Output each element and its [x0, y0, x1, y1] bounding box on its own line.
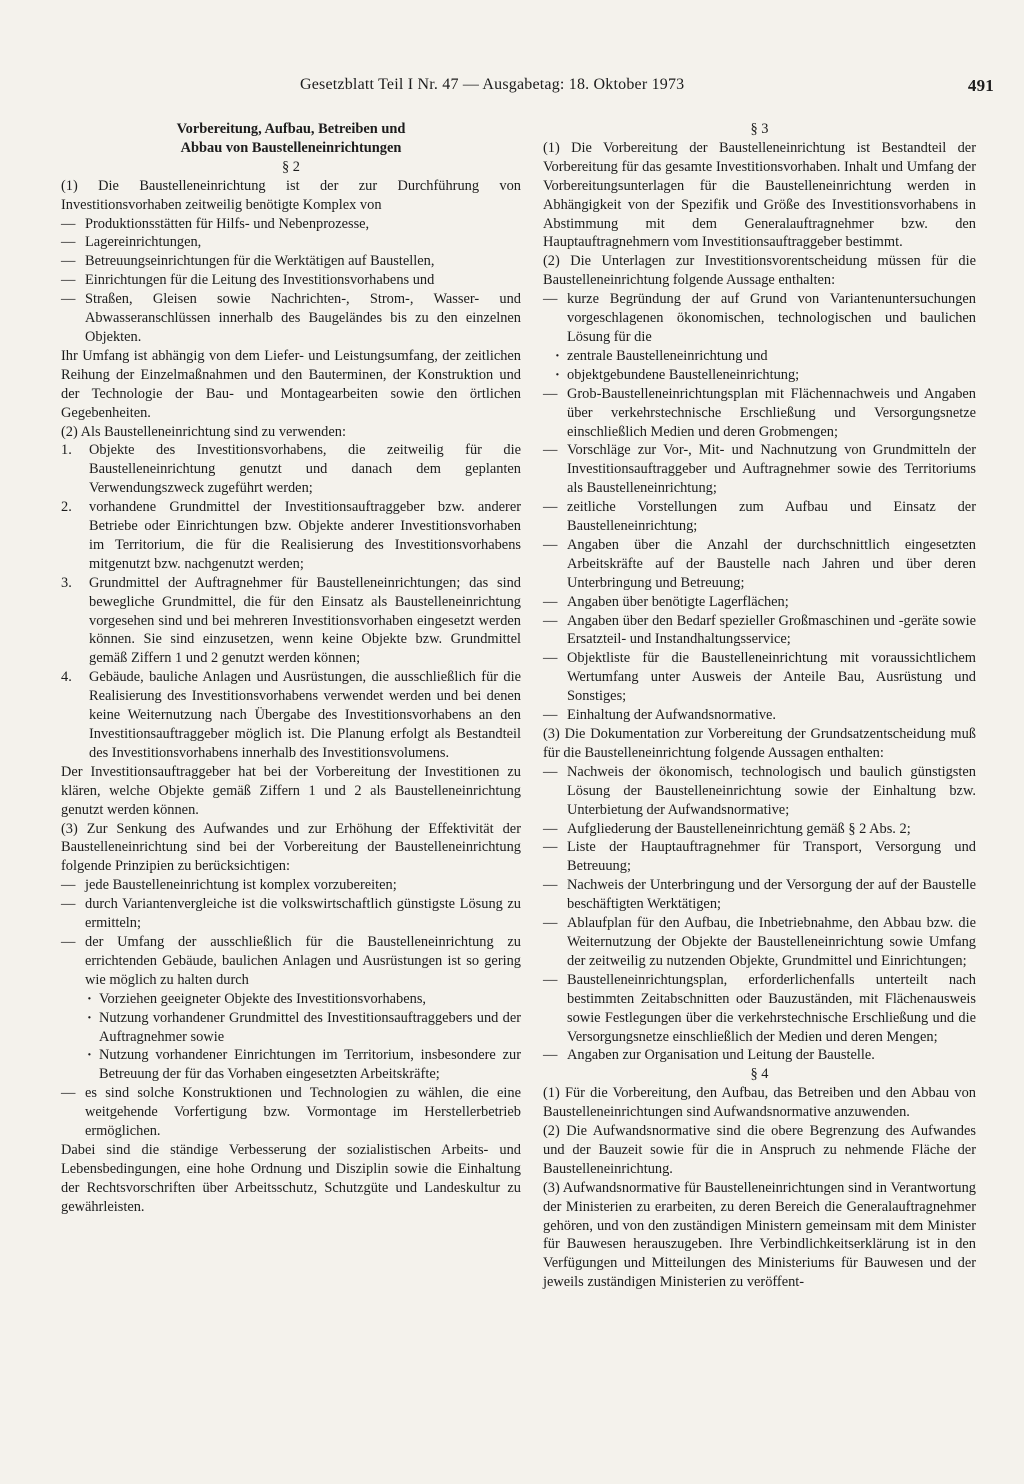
dash-item: — Einrichtungen für die Leitung des Investitionsvorhabens und: [61, 271, 521, 290]
left-column: [61, 120, 521, 1217]
item-number: 2.: [61, 499, 72, 516]
paragraph-sign-4: § 4: [750, 1066, 769, 1083]
paragraph: (3) Die Dokumentation zur Vorbereitung der Grundsatzentscheidung muß für die Baustelleneinrichtung folgende Aussagen enthalten:: [543, 726, 976, 761]
dash-item: — Nachweis der Unterbringung und der Versorgung der auf der Baustelle beschäftigten Werktätigen;: [543, 876, 976, 914]
dash-item: — Angaben zur Organisation und Leitung der Baustelle.: [543, 1046, 976, 1065]
dash-item: — zeitliche Vorstellungen zum Aufbau und Einsatz der Baustelleneinrichtung;: [543, 498, 976, 536]
paragraph: (2) Als Baustelleneinrichtung sind zu verwenden:: [61, 423, 346, 440]
dash-item: — Aufgliederung der Baustelleneinrichtung gemäß § 2 Abs. 2;: [543, 820, 976, 839]
dash-item: — Nachweis der ökonomisch, technologisch und baulich günstigsten Lösung der Baustelleneinrichtung sowie der Einhaltung bzw. Unterbietung der Aufwandsnormative;: [543, 763, 976, 820]
dash-item: — Objektliste für die Baustelleneinrichtung mit voraussichtlichem Wertumfang unter Ausweis der Anteile Bau, Ausrüstung und Sonstiges;: [543, 649, 976, 706]
dash-item: — Betreuungseinrichtungen für die Werktätigen auf Baustellen,: [61, 252, 521, 271]
paragraph: Der Investitionsauftraggeber hat bei der Vorbereitung der Investitionen zu klären, welche Objekte gemäß Ziffern 1 und 2 als Baustelleneinrichtung genutzt werden können.: [61, 763, 521, 818]
item-text: Objekte des Investitionsvorhabens, die zeitweilig für die Baustelleneinrichtung genutzt und danach dem geplanten Verwendungszweck zugeführt werden;: [89, 442, 521, 497]
paragraph: (2) Die Aufwandsnormative sind die obere Begrenzung des Aufwandes und der Bauzeit sowie für die in Anspruch zu nehmende Fläche der Baustelleneinrichtung.: [543, 1123, 976, 1177]
paragraph: (1) Die Baustelleneinrichtung ist der zur Durchführung von Investitionsvorhaben zeitweilig benötigte Komplex von: [61, 177, 521, 213]
paragraph: (1) Die Vorbereitung der Baustelleneinrichtung ist Bestandteil der Vorbereitung für das gesamte Investitionsvorhaben. Inhalt und Umfang der Vorbereitungsunterlagen für die Baustelleneinrichtung werden in Abhängigkeit von der Spezifik und Größe des Investitionsvorhabens in Abstimmung mit dem Generalauftragnehmer bzw. den Hauptauftragnehmern vom Investitionsauftraggeber bestimmt.: [543, 139, 976, 251]
dot-subitem: · zentrale Baustelleneinrichtung und: [543, 347, 976, 366]
dash-item: — durch Variantenvergleiche ist die volkswirtschaftlich günstigste Lösung zu ermitteln;: [61, 895, 521, 933]
dash-item: — der Umfang der ausschließlich für die Baustelleneinrichtung zu errichtenden Gebäude, baulichen Anlagen und Ausrüstungen ist so gering wie möglich zu halten durch: [61, 933, 521, 990]
numbered-item: [61, 574, 521, 669]
dash-item: — Ablaufplan für den Aufbau, die Inbetriebnahme, den Abbau bzw. die Weiternutzung der Objekte der Baustelleneinrichtung sowie Umfang der zeitweilig zu nutzenden Objekte, Grundmittel und Einrichtungen;: [543, 914, 976, 971]
dash-item: — kurze Begründung der auf Grund von Variantenuntersuchungen vorgeschlagenen ökonomischen, technologischen und baulichen Lösung für die: [543, 290, 976, 347]
paragraph-sign-2: § 2: [282, 158, 300, 175]
item-number: 4.: [61, 669, 72, 686]
page-number: 491: [967, 76, 994, 95]
item-text: Grundmittel der Auftragnehmer für Baustelleneinrichtungen; das sind bewegliche Grundmittel, die für den Einsatz als Baustelleneinrichtung vorgesehen sind und bei mehreren Investitionsvorhaben eingesetzt werden können. Sie sind einzusetzen, wenn keine Objekte bzw. Grundmittel gemäß Ziffern 1 und 2 genutzt werden können;: [89, 574, 521, 667]
header-title: Gesetzblatt Teil I Nr. 47 — Ausgabetag: 18. Oktober 1973: [300, 76, 685, 93]
paragraph: (1) Für die Vorbereitung, den Aufbau, das Betreiben und den Abbau von Baustelleneinrichtungen sind Aufwandsnormative anzuwenden.: [543, 1085, 976, 1121]
dash-item: — Grob-Baustelleneinrichtungsplan mit Flächennachweis und Angaben über verkehrstechnische Erschließung und Versorgungsnetze einschließlich Medien und deren Grobmengen;: [543, 385, 976, 442]
dash-item: — Liste der Hauptauftragnehmer für Transport, Versorgung und Betreuung;: [543, 838, 976, 876]
dot-subitem: · Vorziehen geeigneter Objekte des Investitionsvorhabens,: [61, 990, 521, 1009]
dash-item: — es sind solche Konstruktionen und Technologien zu wählen, die eine weitgehende Vorfertigung bzw. Vormontage im Herstellerbetrieb ermöglichen.: [61, 1084, 521, 1141]
dash-item: — Angaben über benötigte Lagerflächen;: [543, 593, 976, 612]
dash-item: — Straßen, Gleisen sowie Nachrichten-, Strom-, Wasser- und Abwasseranschlüssen innerhalb des Baugeländes bis zu den einzelnen Objekten.: [61, 290, 521, 347]
dash-item: — Angaben über den Bedarf spezieller Großmaschinen und -geräte sowie Ersatzteil- und Instandhaltungsservice;: [543, 612, 976, 650]
dash-item: — Baustelleneinrichtungsplan, erforderlichenfalls unterteilt nach bestimmten Zeitabschnitten oder Bauzuständen, mit Flächenausweis sowie Festlegungen über die verkehrstechnische Erschließung und die Versorgungsnetze einschließlich der Medien und deren Mengen;: [543, 971, 976, 1047]
paragraph: (3) Aufwandsnormative für Baustelleneinrichtungen sind in Verantwortung der Ministerien zu erarbeiten, zu deren Bereich die Generalauftragnehmer gehören, und von den zuständigen Ministern gemeinsam mit dem Minister für Bauwesen herauszugeben. Ihre Verbindlichkeitserklärung ist in den Verfügungen und Mitteilungen des Ministeriums für Bauwesen und der jeweils zuständigen Ministerien zu veröffent-: [543, 1179, 976, 1291]
page-header: [300, 74, 1020, 100]
numbered-item: [61, 668, 521, 763]
dot-subitem: · Nutzung vorhandener Grundmittel des Investitionsauftraggebers und der Auftragnehmer sowie: [61, 1009, 521, 1047]
paragraph: Ihr Umfang ist abhängig von dem Liefer- und Leistungsumfang, der zeitlichen Reihung der Einzelmaßnahmen und den Bauterminen, der Konstruktion und der Technologie der Bau- und Montagearbeiten sowie den örtlichen Gegebenheiten.: [61, 347, 521, 421]
dash-item: — Vorschläge zur Vor-, Mit- und Nachnutzung von Grundmitteln der Investitionsauftraggeber und Auftragnehmer sowie des Territoriums als Baustelleneinrichtung;: [543, 441, 976, 498]
right-column: [543, 120, 976, 1292]
dot-subitem: · objektgebundene Baustelleneinrichtung;: [543, 366, 976, 385]
item-text: Gebäude, bauliche Anlagen und Ausrüstungen, die ausschließlich für die Realisierung des Investitionsvorhabens verwendet werden und bei denen keine Weiternutzung nach Übergabe des Investitionsvorhabens an den Investitionsauftraggeber möglich ist. Die Planung erfolgt als Bestandteil des Investitionsvorhabens innerhalb des Investitionsvolumens.: [89, 669, 521, 761]
numbered-item: [61, 498, 521, 574]
paragraph-sign-3: § 3: [750, 121, 769, 137]
dot-subitem: · Nutzung vorhandener Einrichtungen im Territorium, insbesondere zur Betreuung der für das Vorhaben eingesetzten Arbeitskräfte;: [61, 1046, 521, 1084]
dash-item: — Lagereinrichtungen,: [61, 233, 521, 252]
dash-item: — Produktionsstätten für Hilfs- und Nebenprozesse,: [61, 215, 521, 234]
item-number: 3.: [61, 574, 72, 591]
item-text: vorhandene Grundmittel der Investitionsauftraggeber bzw. anderer Betriebe oder Einrichtungen bzw. Objekte anderer Investitionsvorhaben im Territorium, die für die Realisierung des Investitionsvorhabens mitgenutzt bzw. nachgenutzt werden;: [89, 499, 521, 572]
paragraph: Dabei sind die ständige Verbesserung der sozialistischen Arbeits- und Lebensbedingungen, eine hohe Ordnung und Disziplin sowie die Einhaltung der Rechtsvorschriften über Arbeitsschutz, Schutzgüte und Landeskultur zu gewährleisten.: [61, 1141, 521, 1215]
item-number: 1.: [61, 442, 72, 459]
numbered-item: [61, 441, 521, 498]
dash-item: — Einhaltung der Aufwandsnormative.: [543, 706, 976, 725]
paragraph: (3) Zur Senkung des Aufwandes und zur Erhöhung der Effektivität der Baustelleneinrichtung sind bei der Vorbereitung der Baustelleneinrichtung folgende Prinzipien zu berücksichtigen:: [61, 820, 521, 875]
dash-item: — jede Baustelleneinrichtung ist komplex vorzubereiten;: [61, 876, 521, 895]
paragraph: (2) Die Unterlagen zur Investitionsvorentscheidung müssen für die Baustelleneinrichtung folgende Aussage enthalten:: [543, 253, 976, 289]
dash-item: — Angaben über die Anzahl der durchschnittlich eingesetzten Arbeitskräfte auf der Baustelle nach Jahren und über deren Unterbringung und Betreuung;: [543, 536, 976, 593]
section-heading-line-1: Vorbereitung, Aufbau, Betreiben und: [176, 121, 406, 137]
section-heading-line-2: Abbau von Baustelleneinrichtungen: [180, 139, 402, 156]
